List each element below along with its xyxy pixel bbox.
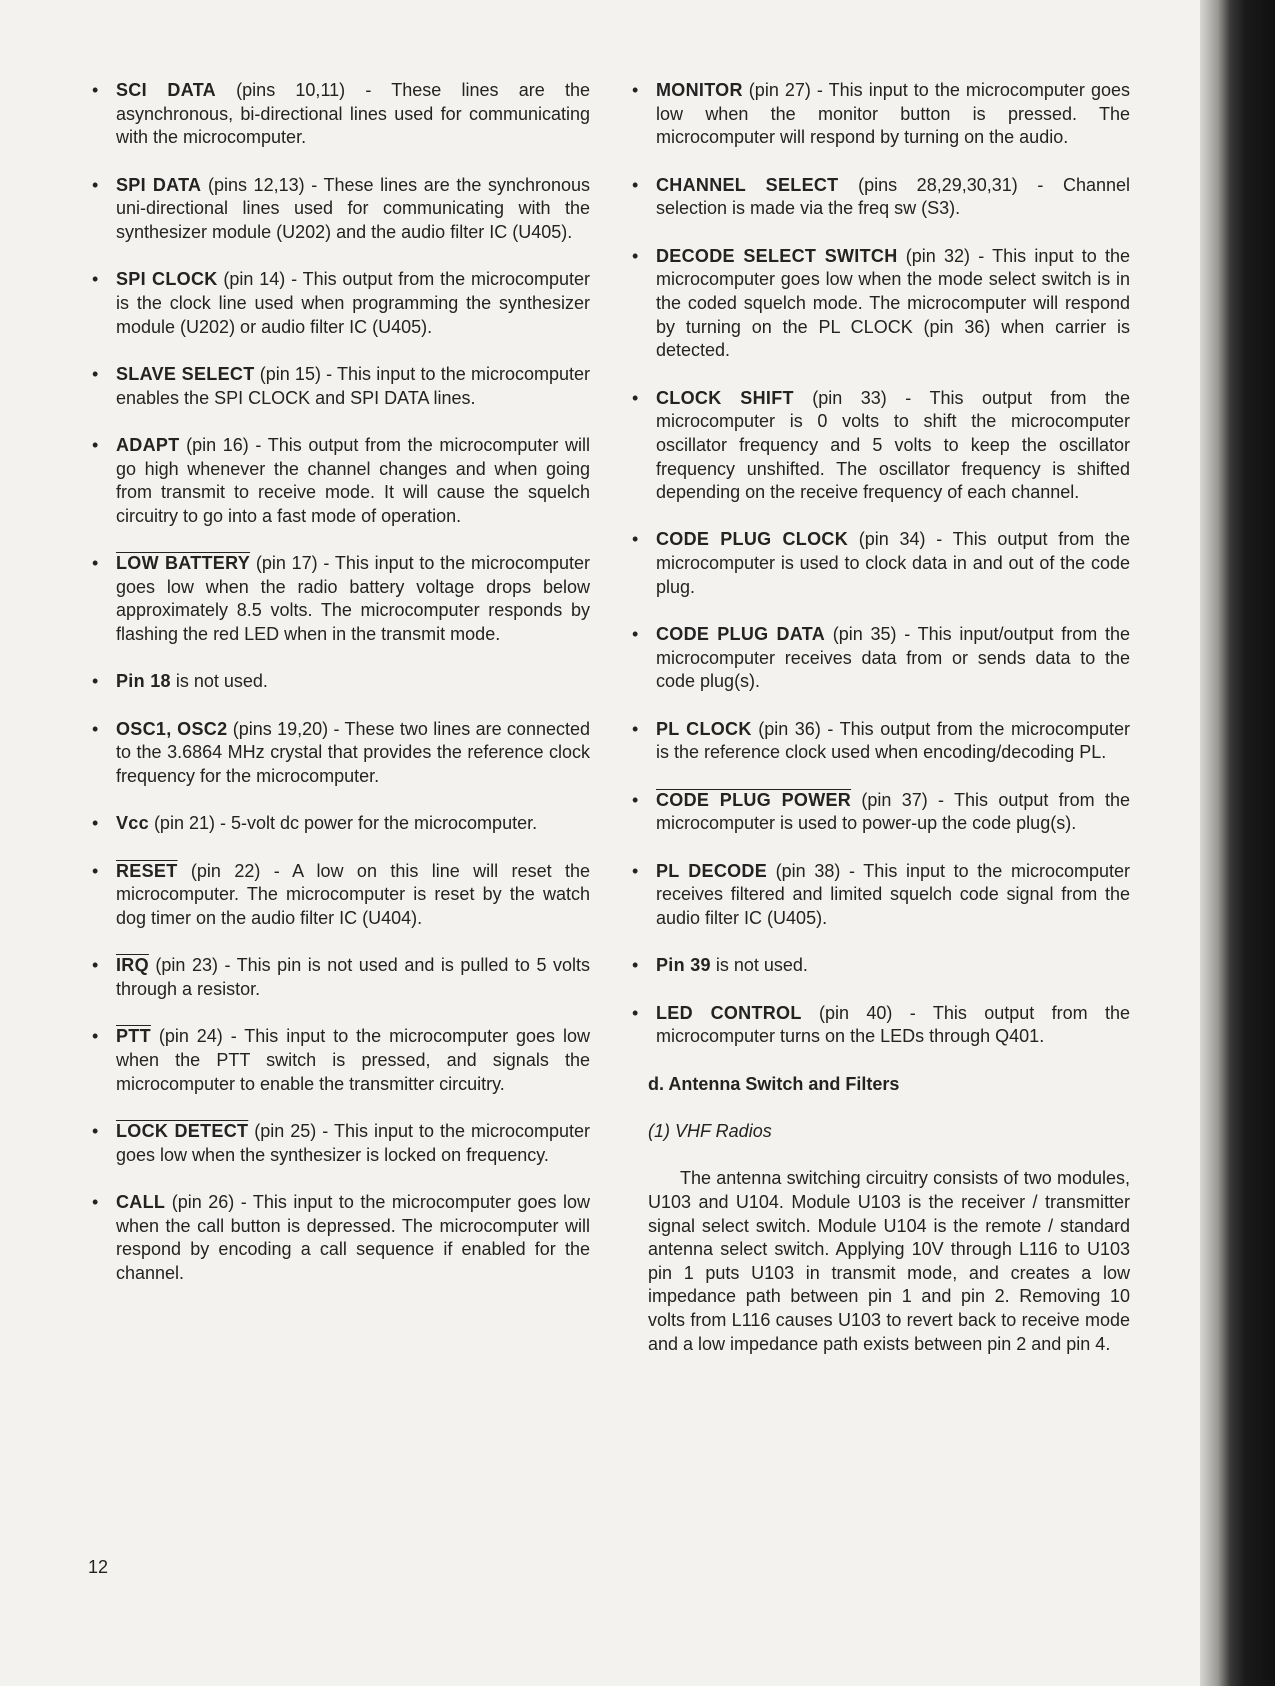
signal-description: is not used.: [710, 955, 808, 976]
signal-name: Pin 39: [656, 955, 711, 976]
signal-name: PL DECODE: [656, 860, 768, 881]
bullet-icon: •: [92, 1191, 99, 1212]
page-binding-edge: [1200, 0, 1275, 1686]
bullet-icon: •: [632, 245, 639, 266]
signal-description: (pin 27) - This input to the microcomputer goes low when the monitor button is pressed. The microcomputer will respond by turning on the audio.: [656, 80, 1130, 148]
signal-name: Pin 18: [116, 671, 171, 692]
bullet-item: [92, 860, 590, 931]
bullet-icon: •: [632, 955, 639, 976]
signal-name: Vcc: [116, 813, 149, 834]
signal-name: OSC1, OSC2: [116, 718, 228, 739]
bullet-icon: •: [92, 80, 99, 100]
signal-name: CODE PLUG CLOCK: [656, 529, 848, 550]
signal-name: DECODE SELECT SWITCH: [656, 245, 898, 266]
signal-name: $\overline{PTT}$: [116, 1026, 151, 1047]
bullet-item: [92, 954, 590, 1001]
section-paragraph: The antenna switching circuitry consists of two modules, U103 and U104. Module U103 is the receiver / transmitter signal select switch. Module U104 is the remote / standard antenna select switch. Applying 10V through L116 to U103 pin 1 puts U103 in transmit mode, and creates a low impedance path between pin 1 and pin 2. Removing 10 volts from L116 causes U103 to revert back to receive mode and a low impedance path exists between pin 2 and pin 4.: [648, 1168, 1130, 1354]
signal-name: PL CLOCK: [656, 718, 752, 739]
bullet-item: [632, 528, 1130, 599]
signal-description: (pin 16) - This output from the microcomputer will go high whenever the channel changes and when going from transmit to receive mode. It will cause the squelch circuitry to go into a fast mode of operation.: [116, 434, 590, 526]
bullet-icon: •: [92, 174, 99, 195]
signal-description: (pin 36) - This output from the microcomputer is the reference clock used when encoding/decoding PL.: [656, 718, 1130, 763]
signal-name: CHANNEL SELECT: [656, 174, 839, 195]
bullet-icon: •: [632, 174, 639, 195]
bullet-item: [92, 434, 590, 529]
bullet-icon: •: [632, 529, 639, 550]
bullet-item: [92, 1191, 590, 1286]
signal-description: (pins 10,11) - These lines are the asynchronous, bi-directional lines used for communicating with the microcomputer.: [116, 80, 590, 148]
bullet-icon: •: [92, 434, 99, 455]
bullet-item: [92, 670, 590, 694]
signal-name: CALL: [116, 1191, 166, 1212]
bullet-item: [92, 718, 590, 789]
signal-name: LOW BATTERY: [116, 553, 251, 574]
signal-description: (pin 38) - This input to the microcomputer receives filtered and limited squelch code signal from the audio filter IC (U405).: [656, 860, 1130, 928]
section-subheading: (1) VHF Radios: [648, 1120, 772, 1141]
signal-description: (pins 12,13) - These lines are the synchronous uni-directional lines used for communicating with the synthesizer module (U202) and the audio filter IC (U405).: [116, 174, 591, 242]
signal-description: (pin 21) - 5-volt dc power for the microcomputer.: [148, 813, 538, 834]
signal-description: (pin 32) - This input to the microcomputer goes low when the mode select switch is in the coded squelch mode. The microcomputer will respond by turning on the PL CLOCK (pin 36) when carrier is detected.: [656, 245, 1130, 361]
bullet-item: [632, 860, 1130, 931]
bullet-item: [632, 387, 1130, 505]
signal-description: (pin 17) - This input to the microcomputer goes low when the radio battery voltage drops below approximately 8.5 volts. The microcomputer responds by flashing the red LED when in the transmit mode.: [116, 553, 590, 645]
signal-description: (pin 15) - This input to the microcomputer enables the SPI CLOCK and SPI DATA lines.: [116, 363, 590, 408]
signal-name: SLAVE SELECT: [116, 363, 255, 384]
section-heading: d. Antenna Switch and Filters: [648, 1073, 900, 1094]
bullet-icon: •: [92, 718, 99, 739]
bullet-icon: •: [632, 860, 639, 881]
page-number: 12: [88, 1557, 109, 1577]
signal-name: LOCK DETECT: [116, 1120, 249, 1141]
bullet-icon: •: [632, 80, 639, 100]
bullet-icon: •: [92, 955, 99, 976]
bullet-item: [92, 1120, 591, 1167]
bullet-item: [92, 1025, 590, 1096]
signal-name: MONITOR: [656, 80, 743, 100]
signal-name: SCI DATA: [116, 80, 216, 100]
right-column: [632, 79, 1131, 1356]
signal-description: (pin 33) - This output from the microcomputer is 0 volts to shift the microcomputer oscillator frequency and 5 volts to keep the oscillator frequency unshifted. The oscillator frequency is shifted depending on the receive frequency of each channel.: [656, 387, 1130, 503]
bullet-icon: •: [92, 1026, 99, 1047]
bullet-icon: •: [92, 860, 99, 881]
bullet-item: [632, 718, 1130, 765]
signal-description: (pin 25) - This input to the microcomputer goes low when the synthesizer is locked on frequency.: [116, 1120, 591, 1165]
signal-description: (pin 26) - This input to the microcomputer goes low when the call button is depressed. The microcomputer will respond by encoding a call sequence if enabled for the channel.: [116, 1191, 590, 1283]
signal-description: (pin 40) - This output from the microcomputer turns on the LEDs through Q401.: [656, 1002, 1130, 1047]
bullet-icon: •: [92, 813, 99, 834]
signal-description: (pin 37) - This output from the microcomputer is used to power-up the code plug(s).: [656, 789, 1130, 834]
bullet-icon: •: [92, 553, 99, 574]
left-column: [92, 79, 591, 1309]
bullet-icon: •: [632, 718, 639, 739]
bullet-icon: •: [632, 789, 639, 810]
bullet-item: [632, 954, 1130, 978]
bullet-icon: •: [632, 1002, 639, 1023]
bullet-item: [92, 174, 591, 245]
bullet-icon: •: [92, 671, 99, 692]
signal-description: (pin 35) - This input/output from the microcomputer receives data from or sends data to the code plug(s).: [656, 624, 1131, 692]
bullet-icon: •: [92, 1120, 99, 1141]
signal-description: is not used.: [170, 671, 268, 692]
bullet-item: [632, 245, 1130, 363]
bullet-item: [92, 79, 590, 150]
bullet-item: [632, 789, 1130, 836]
bullet-item: [92, 552, 590, 647]
bullet-item: [632, 174, 1130, 221]
signal-name: LED CONTROL: [656, 1002, 802, 1023]
bullet-item: [632, 623, 1131, 694]
signal-name: SPI DATA: [116, 174, 202, 195]
bullet-item: [92, 812, 590, 836]
signal-description: (pin 23) - This pin is not used and is pulled to 5 volts through a resistor.: [116, 955, 590, 999]
bullet-item: [92, 268, 590, 339]
bullet-item: [92, 363, 590, 410]
bullet-icon: •: [92, 269, 99, 290]
signal-name: CODE PLUG POWER: [656, 789, 852, 810]
signal-name: SPI CLOCK: [116, 269, 218, 290]
signal-name: $\overline{IRQ}$: [116, 955, 149, 976]
bullet-item: [632, 79, 1130, 150]
signal-description: (pin 24) - This input to the microcomputer goes low when the PTT switch is pressed, and signals the microcomputer to enable the transmitter circuitry.: [116, 1026, 590, 1094]
bullet-icon: •: [632, 387, 639, 408]
signal-description: (pin 14) - This output from the microcomputer is the clock line used when programming the synthesizer module (U202) or audio filter IC (U405).: [116, 269, 590, 337]
signal-name: CODE PLUG DATA: [656, 624, 826, 645]
signal-description: (pin 34) - This output from the microcomputer is used to clock data in and out of the code plug.: [656, 529, 1130, 597]
signal-description: (pins 19,20) - These two lines are connected to the 3.6864 MHz crystal that provides the reference clock frequency for the microcomputer.: [116, 718, 590, 787]
signal-description: (pin 22) - A low on this line will reset the microcomputer. The microcomputer is reset by the watch dog timer on the audio filter IC (U404).: [116, 860, 590, 928]
bullet-icon: •: [632, 624, 639, 645]
signal-name: RESET: [116, 860, 178, 881]
signal-name: CLOCK SHIFT: [656, 387, 794, 408]
bullet-item: [632, 1002, 1130, 1049]
signal-description: (pins 28,29,30,31) - Channel selection is made via the freq sw (S3).: [656, 174, 1130, 219]
signal-name: ADAPT: [116, 434, 180, 455]
bullet-icon: •: [92, 363, 99, 384]
